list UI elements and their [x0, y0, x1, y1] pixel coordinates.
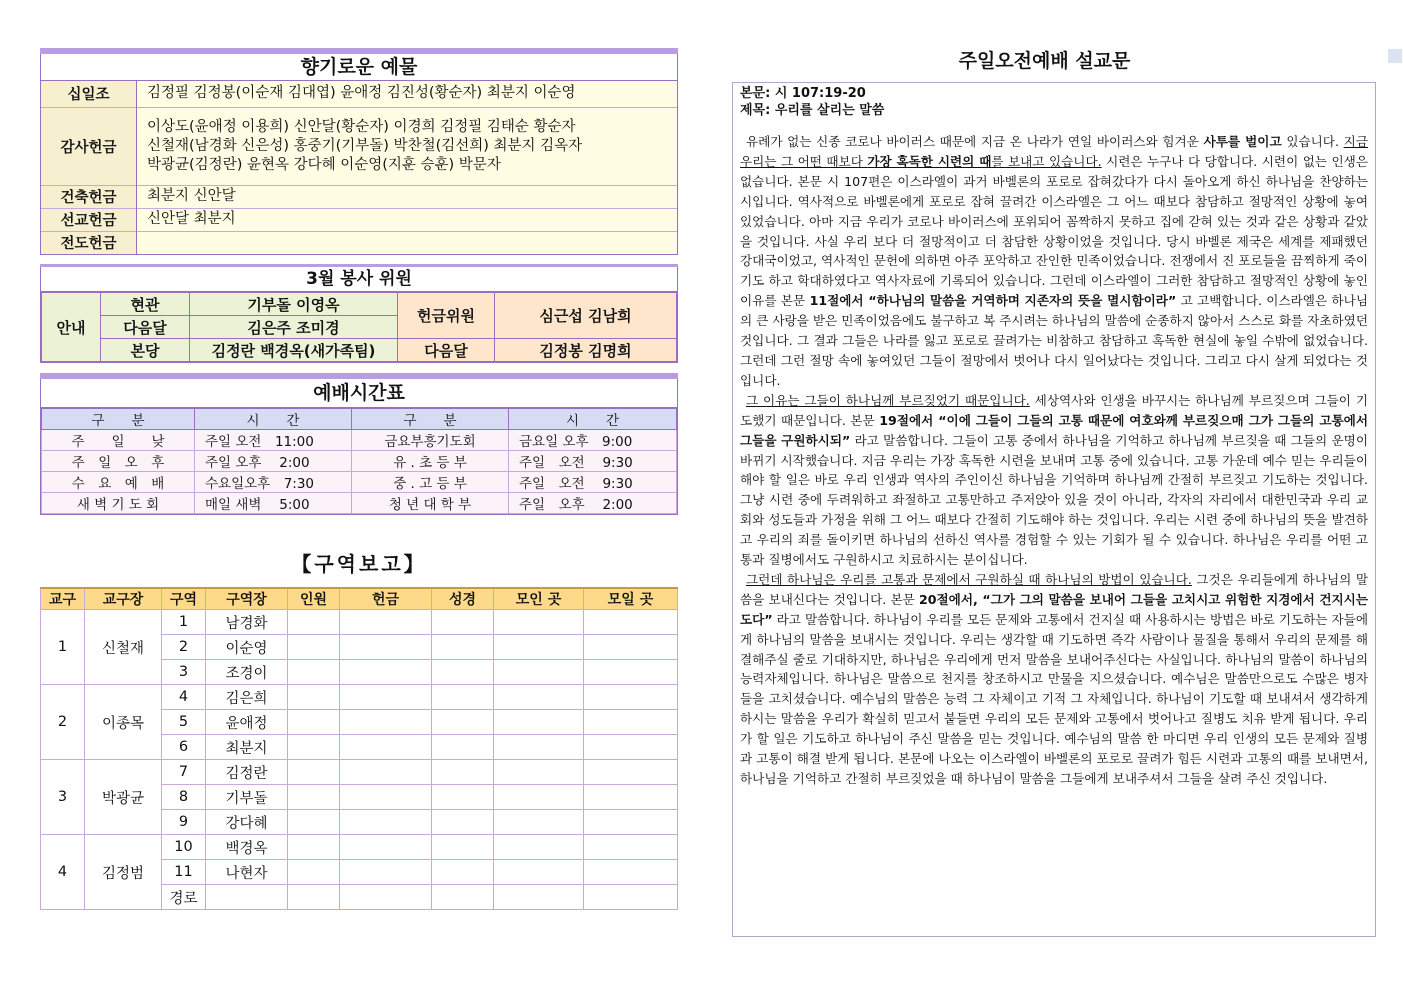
empty-cell [432, 785, 494, 810]
empty-cell [432, 635, 494, 660]
offering-section [40, 48, 678, 255]
service-row [42, 293, 677, 316]
parish-leader: 김정범 [85, 835, 162, 910]
service-time: 매일 새벽 5:00 [195, 493, 352, 514]
district-leader: 나현자 [206, 860, 288, 885]
empty-cell [340, 885, 432, 910]
column-header: 구 분 [352, 409, 509, 430]
empty-cell [288, 635, 340, 660]
parish-leader: 이종목 [85, 685, 162, 760]
offering-row-evangelism [41, 231, 677, 254]
parish-number: 2 [41, 685, 85, 760]
worship-times-row [42, 451, 677, 472]
empty-cell [288, 685, 340, 710]
empty-cell [494, 635, 584, 660]
service-time: 주일 오전 11:00 [195, 430, 352, 451]
offering-committee-names: 심근섭 김남희 [495, 293, 677, 339]
sermon-text-run: 유례가 없는 신종 코로나 바이러스 때문에 지금 온 나라가 연일 바이러스와 힘겨운 [746, 134, 1204, 149]
table-row [41, 835, 678, 860]
empty-cell [584, 660, 678, 685]
sermon-text-run: 라고 말씀합니다. 그들이 고통 중에서 하나님을 기억하고 하나님께 부르짖을 때 그들의 운명이 바뀌기 시작했습니다. 지금 우리는 가장 혹독한 시련을 보내며 고통 중에 있습니다. 고통 가운데 예수 믿는 우리들이 해야 할 일은 바로 우리 인생과 역사의 주인이신 하나님을 기억하며 하나님께 간절히 부르짖고 기도하는 것입니다. 그냥 시련 중에 두려워하고 좌절하고 고통만하고 주저앉아 있을 것이 아니라, 각자의 자리에서 대한민국과 우리 교회와 성도들과 가정을 위해 그 어느 때보다 간절히 기도해야 하는 것입니다. 우리는 시련 중에 하나님의 뜻을 발견하고 우리의 죄를 돌이키면 하나님의 선하신 역사를 경험할 수 있는 기회가 될 수 있습니다. 하나님은 우리를 어떤 고통과 질병에서도 구원하시고 치료하시는 분이십니다. [740, 432, 1368, 568]
empty-cell [340, 810, 432, 835]
empty-cell [584, 610, 678, 635]
district-number: 9 [162, 810, 206, 835]
column-header: 시 간 [509, 409, 677, 430]
next-month-names: 김정봉 김명희 [495, 339, 677, 362]
empty-cell [584, 735, 678, 760]
offering-names: 김정필 김정봉(이순재 김대엽) 윤애정 김진성(황순자) 최분지 이순영 [137, 81, 678, 107]
district-leader: 백경옥 [206, 835, 288, 860]
empty-cell [288, 860, 340, 885]
service-title: 3월 봉사 위원 [41, 267, 677, 292]
offering-label: 건축헌금 [41, 185, 137, 208]
empty-cell [432, 835, 494, 860]
service-name: 새 벽 기 도 회 [42, 493, 195, 514]
empty-cell [340, 660, 432, 685]
sermon-text-run: 를 보내고 있습니다. [991, 153, 1102, 169]
district-leader: 김정란 [206, 760, 288, 785]
district-leader: 기부돌 [206, 785, 288, 810]
empty-cell [584, 810, 678, 835]
parish-number: 4 [41, 835, 85, 910]
empty-cell [340, 710, 432, 735]
parish-number: 3 [41, 760, 85, 835]
empty-cell [494, 660, 584, 685]
district-number: 3 [162, 660, 206, 685]
service-time: 주일 오후 2:00 [509, 493, 677, 514]
service-place: 본당 [101, 339, 190, 362]
empty-cell [432, 735, 494, 760]
offering-names-line: 이상도(윤애정 이용희) 신안달(황순자) 이경희 김정필 김태순 황순자 [147, 118, 576, 135]
empty-cell [288, 610, 340, 635]
offering-row-tithe [41, 81, 677, 107]
column-header: 성경 [432, 588, 494, 610]
worship-times-row [42, 493, 677, 514]
offering-label: 감사헌금 [41, 107, 137, 185]
column-header: 교구장 [85, 588, 162, 610]
district-leader: 최분지 [206, 735, 288, 760]
empty-cell [584, 760, 678, 785]
offering-names: 신안달 최분지 [137, 208, 678, 231]
district-leader: 윤애정 [206, 710, 288, 735]
empty-cell [432, 760, 494, 785]
sermon-text-run: 11절에서 “하나님의 말씀을 거역하며 지존자의 뜻을 멸시함이라” [809, 293, 1177, 309]
service-table [41, 292, 677, 362]
worship-times-row [42, 472, 677, 493]
service-time: 수요일오후 7:30 [195, 472, 352, 493]
sermon-text-run: 20절에서, “그가 그의 말씀을 보내어 그들을 고치시고 위험한 지경에서 건지시는도다” [740, 591, 1368, 627]
offering-row-thanks [41, 107, 677, 185]
district-leader: 조경이 [206, 660, 288, 685]
district-leader: 강다혜 [206, 810, 288, 835]
sermon-text-run: 가장 혹독한 시련의 때 [867, 153, 992, 169]
column-header: 모일 곳 [584, 588, 678, 610]
offering-label: 선교헌금 [41, 208, 137, 231]
empty-cell [288, 710, 340, 735]
sermon-text-run: 사투를 벌이고 [1203, 134, 1282, 149]
sermon-text-run: 고 고백합니다. 이스라엘은 하나님의 큰 사랑을 받은 민족이었음에도 불구하고 복 주시려는 하나님의 말씀에 순종하지 않아서 스스로 화를 자초하였던 것입니다. 그 결과 그들은 나라를 잃고 포로로 끌려가는 비참하고 참담하고 혹독한 현실에 놓일 수밖에 없었습니다. 그런데 그런 절망 속에 놓여있던 그들이 절망에서 벗어나 다시 일어났다는 것입니다. 그리고 다시 살게 되었다는 것입니다. [740, 293, 1368, 388]
offering-title: 향기로운 예물 [41, 54, 677, 81]
service-row [42, 339, 677, 362]
empty-cell [288, 785, 340, 810]
offering-label: 전도헌금 [41, 231, 137, 254]
next-month-label: 다음달 [398, 339, 495, 362]
offering-label: 십일조 [41, 81, 137, 107]
district-number: 4 [162, 685, 206, 710]
district-leader: 남경화 [206, 610, 288, 635]
offering-table [41, 81, 677, 254]
empty-cell [340, 610, 432, 635]
empty-cell [494, 835, 584, 860]
parish-number: 1 [41, 610, 85, 685]
empty-cell [288, 885, 340, 910]
offering-box [40, 54, 678, 255]
sermon-body [740, 132, 1368, 789]
service-names: 김은주 조미경 [190, 316, 398, 339]
offering-row-building [41, 185, 677, 208]
sermon-paragraph [740, 391, 1368, 570]
empty-cell [288, 835, 340, 860]
service-time: 주일 오전 9:30 [509, 451, 677, 472]
offering-names [137, 107, 678, 185]
worship-times-box [40, 379, 678, 515]
empty-cell [432, 660, 494, 685]
guide-label: 안내 [42, 293, 101, 362]
offering-names-line: 신철재(남경화 신은성) 홍중기(기부돌) 박찬철(김선희) 최분지 김옥자 [147, 137, 583, 154]
empty-cell [340, 735, 432, 760]
column-header: 시 간 [195, 409, 352, 430]
empty-cell [432, 610, 494, 635]
empty-cell [584, 685, 678, 710]
district-number: 8 [162, 785, 206, 810]
district-number: 2 [162, 635, 206, 660]
sermon-text-run: 그것은 우리들에게 하나님의 말씀을 보내신다는 것입니다. 본문 [740, 571, 1369, 607]
sermon-box [732, 82, 1376, 937]
table-row [41, 610, 678, 635]
empty-cell [494, 685, 584, 710]
service-name: 중 . 고 등 부 [352, 472, 509, 493]
sermon-meta [740, 85, 1368, 119]
parish-leader: 박광균 [85, 760, 162, 835]
service-name: 주 일 오 후 [42, 451, 195, 472]
column-header: 구역 [162, 588, 206, 610]
column-header: 인원 [288, 588, 340, 610]
empty-cell [584, 785, 678, 810]
district-number: 1 [162, 610, 206, 635]
district-leader [206, 885, 288, 910]
empty-cell [432, 685, 494, 710]
empty-cell [288, 660, 340, 685]
district-number: 경로 [162, 885, 206, 910]
worship-times-section [40, 373, 678, 515]
empty-cell [340, 760, 432, 785]
empty-cell [584, 860, 678, 885]
service-names: 김정란 백경옥(새가족팀) [190, 339, 398, 362]
service-time: 주일 오후 2:00 [195, 451, 352, 472]
district-header-row [41, 588, 678, 610]
district-report-title: 【구역보고】 [291, 552, 427, 576]
sermon-text-run: 라고 말씀합니다. 하나님이 우리를 모든 문제와 고통에서 건지실 때 사용하시는 방법은 바로 기도하는 자들에게 하나님의 말씀을 보내시는 것입니다. 우리는 생각할 때 기도하면 즉각 사람이나 물질을 통해서 우리의 문제를 해결해주실 줄로 기대하지만, 하나님은 우리에게 먼저 말씀을 보내어주신다는 사실입니다. 하나님의 말씀이 하나님의 능력자체입니다. 하나님은 말씀으로 천지를 창조하시고 만물을 지으셨습니다. 예수님은 말씀만으로도 수많은 병자들을 고치셨습니다. 예수님의 말씀은 능력 그 자체이고 기적 그 자체입니다. 하나님이 기도할 때 보내셔서 생각하게 하시는 말씀을 우리가 확실히 믿고서 붙들면 우리의 모든 문제와 고통에서 벗어나고 질병도 치유 받게 됩니다. 우리가 할 일은 기도하고 하나님이 주신 말씀을 믿는 것입니다. 예수님의 말씀 한 마디면 우리 인생의 모든 문제와 질병과 고통이 해결 받게 됩니다. 본문에 나오는 이스라엘이 바벨론의 포로로 끌려가 힘든 시련과 고통의 때를 보내면서, 하나님을 기억하고 간절히 부르짖었을 때 하나님이 말씀을 그들에게 보내주셔서 그들을 살려 주신 것입니다. [740, 611, 1368, 786]
service-name: 청 년 대 학 부 [352, 493, 509, 514]
column-header: 구 분 [42, 409, 195, 430]
empty-cell [494, 785, 584, 810]
district-number: 5 [162, 710, 206, 735]
worship-times-title: 예배시간표 [41, 379, 677, 408]
sermon-text-run: 세상역사와 인생을 바꾸시는 하나님께 부르짖으며 그들이 기도했기 때문입니다. 본문 [740, 392, 1368, 428]
service-name: 금요부흥기도회 [352, 430, 509, 451]
empty-cell [340, 860, 432, 885]
empty-cell [340, 835, 432, 860]
service-time: 금요일 오후 9:00 [509, 430, 677, 451]
empty-cell [494, 735, 584, 760]
sermon-text-run: 그런데 하나님은 우리를 고통과 문제에서 구원하실 때 하나님의 방법이 있습니다. [746, 571, 1192, 587]
sermon-text-run: 있습니다. [1281, 134, 1344, 149]
service-name: 주 일 낮 [42, 430, 195, 451]
empty-cell [494, 610, 584, 635]
empty-cell [584, 835, 678, 860]
service-section [40, 264, 678, 363]
sermon-text-run: 지금 우리는 그 어떤 때보다 [740, 134, 1368, 169]
empty-cell [584, 710, 678, 735]
sermon-text-run: 19절에서 “이에 그들이 그들의 고통 때문에 여호와께 부르짖으매 그가 그들의 고통에서 그들을 구원하시되” [740, 412, 1368, 448]
sermon-text-run: 그 이유는 그들이 하나님께 부르짖었기 때문입니다. [746, 392, 1030, 408]
empty-cell [584, 885, 678, 910]
empty-cell [494, 860, 584, 885]
empty-cell [494, 710, 584, 735]
service-place: 현관 [101, 293, 190, 316]
table-row [41, 760, 678, 785]
district-leader: 김은희 [206, 685, 288, 710]
parish-leader: 신철재 [85, 610, 162, 685]
empty-cell [494, 810, 584, 835]
sermon-scripture: 본문: 시 107:19-20 [740, 86, 866, 101]
district-report-table [40, 587, 678, 910]
service-name: 유 . 초 등 부 [352, 451, 509, 472]
sermon-paragraph [740, 570, 1368, 789]
district-number: 11 [162, 860, 206, 885]
service-box [40, 267, 678, 363]
district-number: 10 [162, 835, 206, 860]
column-header: 모인 곳 [494, 588, 584, 610]
worship-times-table [41, 408, 677, 514]
corner-marker [1388, 49, 1402, 63]
empty-cell [432, 810, 494, 835]
column-header: 교구 [41, 588, 85, 610]
empty-cell [288, 735, 340, 760]
offering-row-mission [41, 208, 677, 231]
column-header: 구역장 [206, 588, 288, 610]
empty-cell [340, 785, 432, 810]
offering-names-line: 박광균(김정란) 윤현옥 강다혜 이순영(지훈 승훈) 박문자 [147, 156, 501, 173]
empty-cell [584, 635, 678, 660]
worship-times-row [42, 430, 677, 451]
empty-cell [494, 760, 584, 785]
table-row [41, 685, 678, 710]
district-number: 6 [162, 735, 206, 760]
offering-names [137, 231, 678, 254]
sermon-subject: 제목: 우리를 살리는 말씀 [740, 103, 885, 118]
sermon-text-run: 시련은 누구나 다 당합니다. 시련이 없는 인생은 없습니다. 본문 시 107편은 이스라엘이 과거 바벨론의 포로로 잡혀갔다가 다시 돌아오게 하신 하나님을 찬양하는 시입니다. 역사적으로 바벨론에게 포로로 잡혀 끌려간 이스라엘은 그 어느 때보다 참담하고 절망적인 상황에 놓여 있었습니다. 아마 지금 우리가 코로나 바이러스에 포위되어 꼼짝하지 못하고 집에 갇혀 있는 것과 같은 상황과 같았을 것입니다. 사실 우리 보다 더 절망적이고 더 참담한 상황이었을 것입니다. 당시 바벨론 제국은 세계를 제패했던 강대국이었고, 역사적인 문헌에 의하면 아주 포악하고 잔인한 민족이었습니다. 전쟁에서 진 포로들을 끔찍하게 죽이기도 하고 학대하였다고 역사자료에 기록되어 있습니다. 그런데 이스라엘이 그러한 참담하고 절망적인 상황에 놓인 이유를 본문 [740, 153, 1368, 309]
worship-times-header [42, 409, 677, 430]
offering-committee-label: 헌금위원 [398, 293, 495, 339]
sermon-paragraph [740, 132, 1368, 391]
empty-cell [288, 810, 340, 835]
empty-cell [432, 710, 494, 735]
district-leader: 이순영 [206, 635, 288, 660]
service-names: 기부돌 이영옥 [190, 293, 398, 316]
empty-cell [432, 860, 494, 885]
offering-names: 최분지 신안달 [137, 185, 678, 208]
column-header: 헌금 [340, 588, 432, 610]
service-name: 수 요 예 배 [42, 472, 195, 493]
empty-cell [432, 885, 494, 910]
district-number: 7 [162, 760, 206, 785]
service-place: 다음달 [101, 316, 190, 339]
empty-cell [288, 760, 340, 785]
service-time: 주일 오전 9:30 [509, 472, 677, 493]
empty-cell [494, 885, 584, 910]
sermon-title: 주일오전예배 설교문 [958, 50, 1131, 72]
empty-cell [340, 635, 432, 660]
empty-cell [340, 685, 432, 710]
